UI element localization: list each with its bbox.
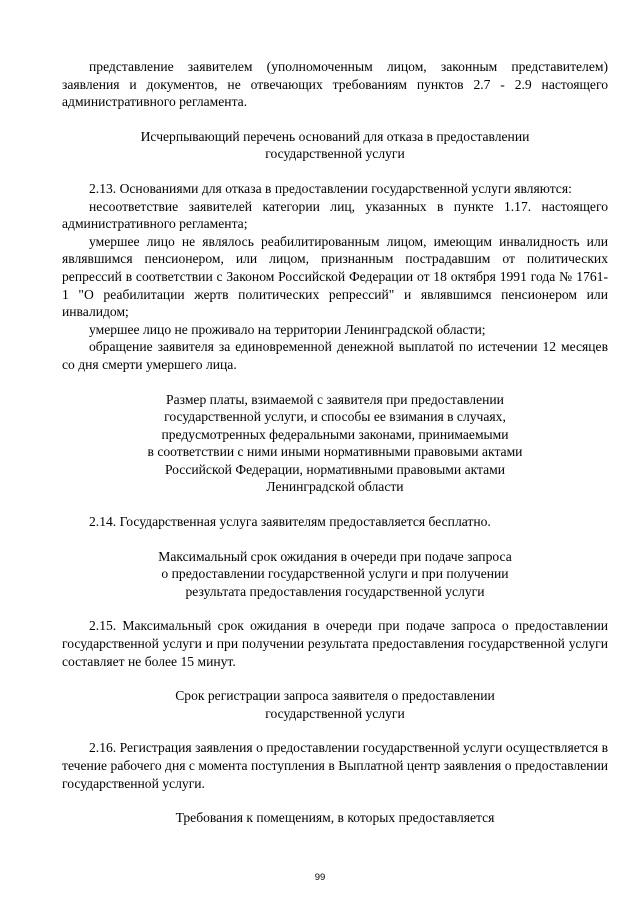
heading-line: государственной услуги	[265, 146, 405, 162]
intro-paragraph: представление заявителем (уполномоченным лицом, законным представителем) заявления и документов, не отвечающих требованиям пунктов 2.7 - 2.9 настоящего административного регламента.	[62, 59, 608, 110]
refusal-item: умершее лицо не проживало на территории Ленинградской области;	[89, 321, 486, 337]
heading-line: Российской Федерации, нормативными правовыми актами	[164, 461, 506, 477]
heading-waiting-time	[62, 548, 608, 601]
document-page	[62, 58, 608, 827]
heading-line: государственной услуги	[265, 705, 405, 721]
heading-refusal-grounds	[62, 128, 608, 163]
heading-line: Срок регистрации запроса заявителя о предоставлении	[175, 688, 495, 704]
heading-line: предусмотренных федеральными законами, принимаемыми	[161, 426, 509, 442]
refusal-item: несоответствие заявителей категории лиц, указанных в пункте 1.17. настоящего административного регламента;	[62, 198, 608, 232]
heading-line: Максимальный срок ожидания в очереди при подаче запроса	[158, 548, 512, 564]
heading-premises	[62, 809, 608, 827]
heading-line: результата предоставления государственной услуги	[185, 583, 485, 599]
refusal-item: умершее лицо не являлось реабилитированным лицом, имеющим инвалидность или являвшимся пенсионером, или лицом, признанным пострадавшим от политических репрессий в соответствии с Законом Российской Федерации от 18 октября 1991 года № 1761-1 "О реабилитации жертв политических репрессий" и являвшимся пенсионером или инвалидом;	[62, 233, 608, 320]
heading-line: Требования к помещениям, в которых предоставляется	[175, 810, 495, 826]
heading-line: в соответствии с ними иными нормативными правовыми актами	[147, 444, 523, 460]
heading-line: Ленинградской области	[266, 479, 404, 495]
paragraph-2-15: 2.15. Максимальный срок ожидания в очереди при подаче запроса о предоставлении государственной услуги и при получении результата предоставления государственной услуги составляет не более 15 минут.	[62, 618, 608, 669]
paragraph-2-14: 2.14. Государственная услуга заявителям предоставляется бесплатно.	[89, 514, 491, 530]
heading-registration	[62, 687, 608, 722]
paragraph-2-16: 2.16. Регистрация заявления о предоставлении государственной услуги осуществляется в течение рабочего дня с момента поступления в Выплатной центр заявления о предоставлении государственной услуги.	[62, 740, 608, 791]
page-number: 99	[314, 872, 326, 883]
heading-line: Размер платы, взимаемой с заявителя при предоставлении	[166, 391, 504, 407]
heading-fee	[62, 391, 608, 497]
refusal-item: обращение заявителя за единовременной денежной выплатой по истечении 12 месяцев со дня смерти умершего лица.	[62, 339, 608, 372]
heading-line: Исчерпывающий перечень оснований для отказа в предоставлении	[140, 128, 530, 144]
heading-line: государственной услуги, и способы ее взимания в случаях,	[164, 409, 506, 425]
heading-line: о предоставлении государственной услуги и при получении	[161, 566, 509, 582]
paragraph-2-13: 2.13. Основаниями для отказа в предоставлении государственной услуги являются:	[89, 180, 572, 196]
